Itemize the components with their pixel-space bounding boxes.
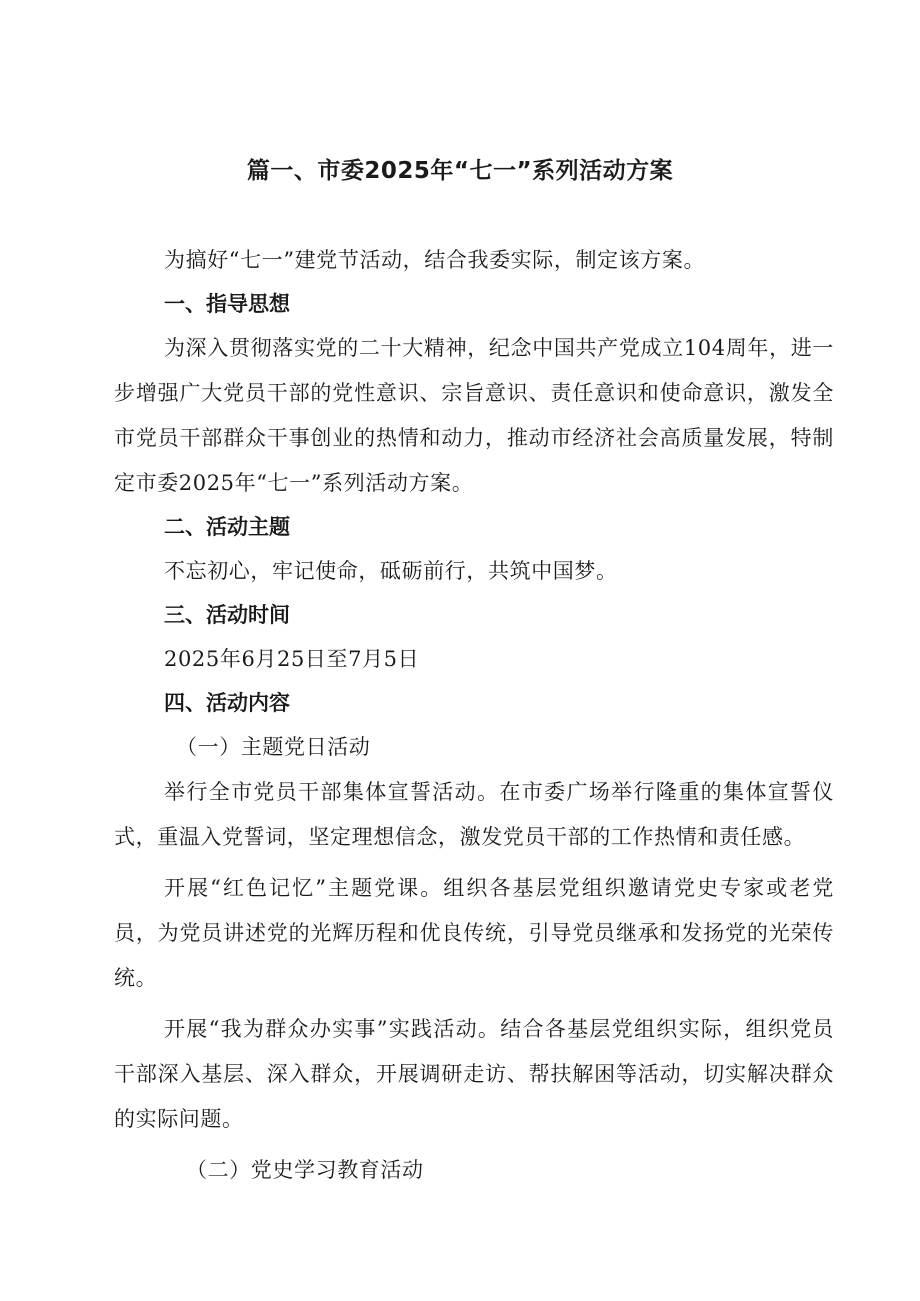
intro-paragraph: 为搞好“七一”建党节活动，结合我委实际，制定该方案。: [164, 248, 706, 272]
section-heading-guiding-ideology: 一、指导思想: [164, 292, 290, 316]
document-title: 篇一、市委2025年“七一”系列活动方案: [246, 158, 674, 184]
activity-time-paragraph: 2025年6月25日至7月5日: [164, 647, 420, 671]
content-paragraph-oath: 举行全市党员干部集体宣誓活动。在市委广场举行隆重的集体宣誓仪式，重温入党誓词，坚定理想信念，激发党员干部的工作热情和责任感。: [114, 780, 834, 849]
section-heading-activity-time: 三、活动时间: [164, 603, 290, 627]
subsection-heading-party-history: （二）党史学习教育活动: [186, 1158, 424, 1182]
subsection-heading-party-day: （一）主题党日活动: [176, 735, 371, 759]
guiding-ideology-paragraph: 为深入贯彻落实党的二十大精神，纪念中国共产党成立104周年，进一步增强广大党员干部的党性意识、宗旨意识、责任意识和使命意识，激发全市党员干部群众干事创业的热情和动力，推动市经济社会高质量发展，特制定市委2025年“七一”系列活动方案。: [114, 336, 834, 495]
document-body: [114, 238, 834, 1193]
section-heading-activity-content: 四、活动内容: [164, 691, 290, 715]
content-paragraph-serve-people: 开展“我为群众办实事”实践活动。结合各基层党组织实际，组织党员干部深入基层、深入群众，开展调研走访、帮扶解困等活动，切实解决群众的实际问题。: [114, 1017, 834, 1131]
content-paragraph-red-memory: 开展“红色记忆”主题党课。组织各基层党组织邀请党史专家或老党员，为党员讲述党的光辉历程和优良传统，引导党员继承和发扬党的光荣传统。: [114, 876, 834, 990]
section-heading-activity-theme: 二、活动主题: [164, 515, 290, 539]
activity-theme-paragraph: 不忘初心，牢记使命，砥砺前行，共筑中国梦。: [164, 559, 618, 583]
